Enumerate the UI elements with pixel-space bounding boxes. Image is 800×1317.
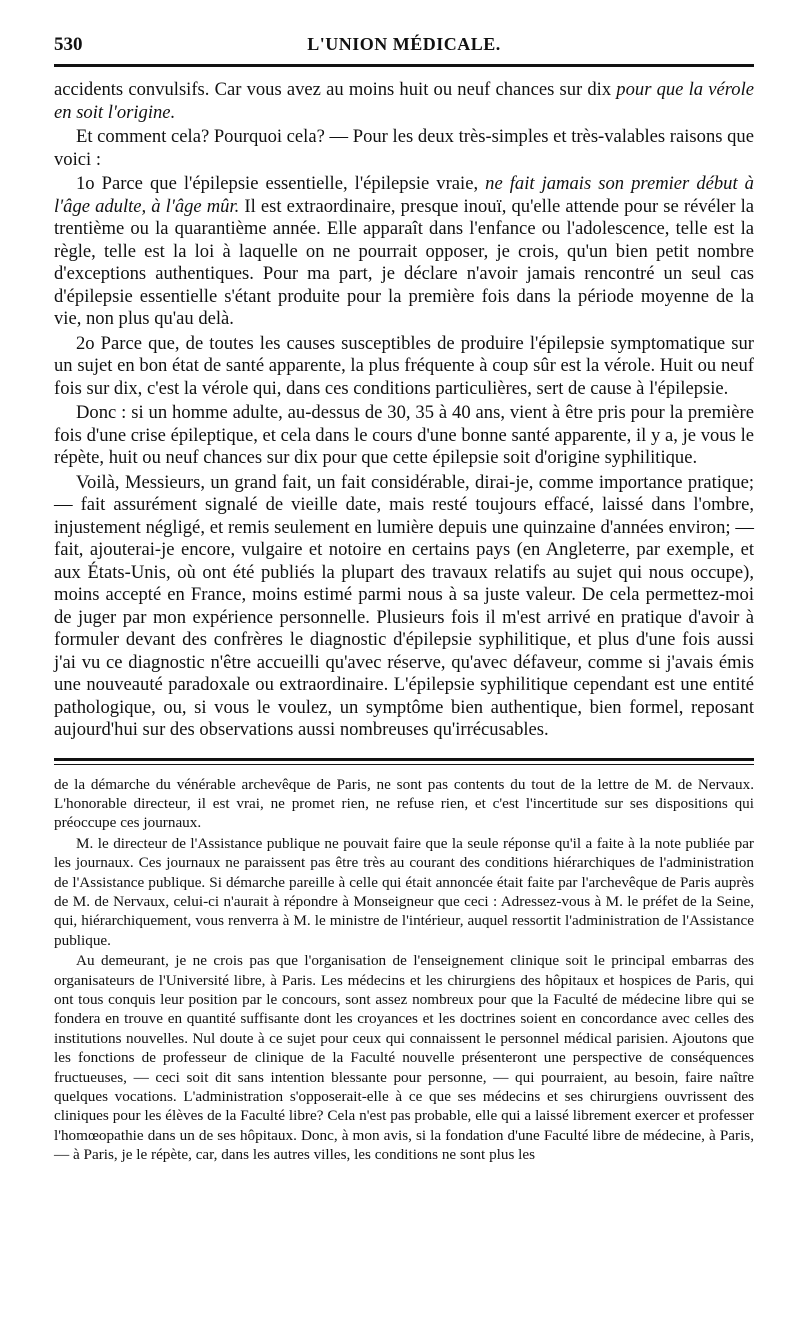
feuilleton-paragraph-1: de la démarche du vénérable archevêque de Paris, ne sont pas contents du tout de la lettre de M. de Nervaux. L'honorable directeur, il est vrai, ne promet rien, ne refuse rien, et c'est l'incertitude sur ses dispositions qui préoccupe ces journaux.	[54, 775, 754, 832]
feuilleton-paragraph-3: Au demeurant, je ne crois pas que l'organisation de l'enseignement clinique soit le principal embarras des organisateurs de l'Université libre, à Paris. Les médecins et les chirurgiens des hôpitaux et hospices de Paris, qui ont tous conquis leur position par le concours, sont assez nombreux pour que la Faculté de médecine libre qui se fondera en trouve en quantité suffisante dont les croyances et les doctrines soient en concordance avec celles des institutions nouvelles. Nul doute à ce sujet pour ceux qui connaissent le personnel médical parisien. Ajoutons que les fonctions de professeur de clinique de la Faculté nouvelle présenteront une perspective de conséquences fructueuses, — ceci soit dit sans intention blessante pour personne, — qui pourraient, au besoin, faire naître quelques vocations. L'administration s'opposerait-elle à ce que ses médecins et ses chirurgiens ouvrissent des cliniques pour les élèves de la Faculté libre? Cela n'est pas probable, elle qui a laissé librement exercer et professer l'homœopathie dans un de ses hôpitaux. Donc, à mon avis, si la fondation d'une Faculté libre de médecine, à Paris, — à Paris, je le répète, car, dans les autres villes, les conditions ne sont plus les	[54, 952, 754, 1164]
p1-text: accidents convulsifs. Car vous avez au moins huit ou neuf chances sur dix	[54, 79, 617, 100]
page-number: 530	[54, 34, 83, 55]
paragraph-continuation	[54, 79, 754, 124]
running-title: L'UNION MÉDICALE.	[307, 34, 501, 54]
p3-italic: ne fait jamais son premier début à l'âge adulte, à l'âge mûr.	[54, 173, 754, 217]
feuilleton-paragraph-2: M. le directeur de l'Assistance publique ne pouvait faire que la seule réponse qu'il a faite à la note publiée par les journaux. Ces journaux ne paraissent pas être très au courant des conditions hiérarchiques de l'administration de l'Assistance publique. Si démarche pareille à celle qui était annoncée était faite par l'archevêque de Paris auprès de M. de Nervaux, celui-ci n'aurait à répondre à Monseigneur que ceci : Adressez-vous à M. le préfet de la Seine, qui, hiérarchiquement, vous renverra à M. le ministre de l'intérieur, auquel ressortit l'administration de l'Assistance publique.	[54, 834, 754, 949]
feuilleton-divider	[54, 758, 754, 765]
paragraph-reason-two: 2o Parce que, de toutes les causes susceptibles de produire l'épilepsie symptomatique sur un sujet en bon état de santé apparente, la plus fréquente à coup sûr est la vérole. Huit ou neuf fois sur dix, c'est la vérole qui, dans ces conditions particulières, sert de cause à l'épilepsie.	[54, 332, 754, 399]
paragraph-question: Et comment cela? Pourquoi cela? — Pour les deux très-simples et très-valables raisons que voici :	[54, 126, 754, 170]
paragraph-reason-one	[54, 173, 754, 331]
p3-text-a: 1o Parce que l'épilepsie essentielle, l'épilepsie vraie,	[76, 173, 486, 194]
p1-italic: pour que la vérole en soit l'origine.	[54, 79, 754, 123]
header-rule	[54, 64, 754, 67]
paragraph-conclusion: Donc : si un homme adulte, au-dessus de 30, 35 à 40 ans, vient à être pris pour la première fois d'une crise épileptique, et cela dans le cours d'une bonne santé apparente, il y a, je vous le répète, huit ou neuf chances sur dix pour que cette épilepsie soit d'origine syphilitique.	[54, 402, 754, 468]
page-header	[54, 30, 754, 64]
paragraph-important-fact: Voilà, Messieurs, un grand fait, un fait considérable, dirai-je, comme importance pratique; — fait assurément signalé de vieille date, mais resté toujours effacé, laissé dans l'ombre, injustement négligé, et remis seulement en lumière depuis une quinzaine d'années environ; — fait, ajouterai-je encore, vulgaire et notoire en certains pays (en Angleterre, par exemple, et aux États-Unis, où ont été publiés la plupart des travaux relatifs au sujet qui nous occupe), moins accepté en France, moins estimé parmi nous à sa juste valeur. De cela permettez-moi de juger par mon expérience personnelle. Plusieurs fois il m'est arrivé en pratique d'avoir à formuler devant des confrères le diagnostic d'épilepsie syphilitique, et plus d'une fois aussi j'ai vu ce diagnostic n'être accueilli qu'avec réserve, qu'avec défaveur, comme si j'avais émis une nouveauté paradoxale ou extraordinaire. L'épilepsie syphilitique cependant est une entité pathologique, ou, si vous le voulez, un symptôme bien authentique, bien formel, reposant aujourd'hui sur des observations aussi nombreuses qu'irrécusables.	[54, 471, 754, 740]
p3-text-c: Il est extraordinaire, presque inouï, qu'elle attende pour se révéler la trentième ou la quarantième année. Elle apparaît dans l'enfance ou l'adolescence, telle est la règle, telle est la loi à laquelle on ne pourrait opposer, je crois, qu'un bien petit nombre d'exceptions authentiques. Pour ma part, je déclare n'avoir jamais rencontré un seul cas d'épilepsie essentielle s'étant produite pour la première fois dans la période moyenne de la vie, non plus qu'au delà.	[54, 195, 754, 329]
feuilleton-column	[54, 775, 754, 1165]
article-column	[54, 79, 754, 742]
